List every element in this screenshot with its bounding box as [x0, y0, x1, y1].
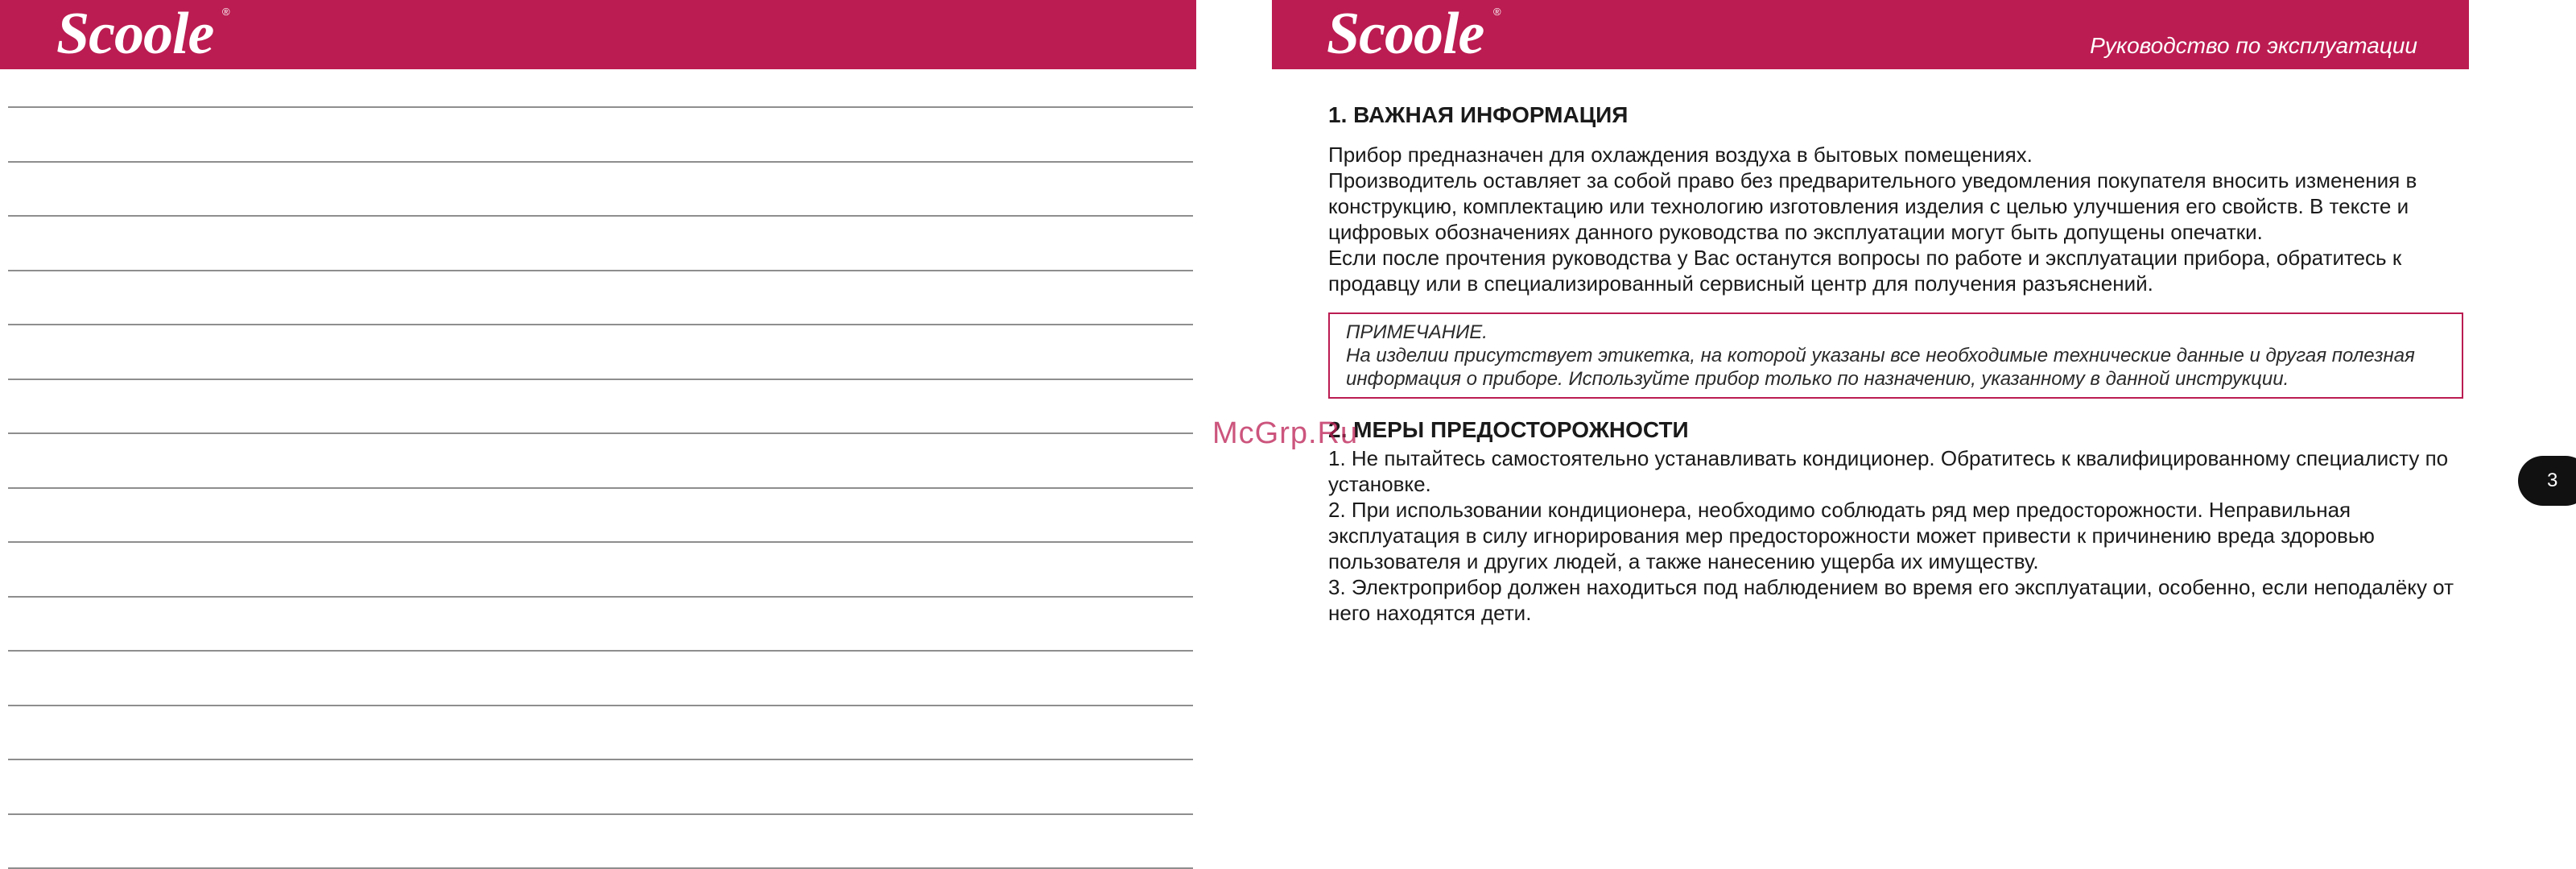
header-bar-right: [1272, 0, 2469, 69]
note-box: [1328, 312, 2463, 399]
watermark: McGrp.Ru: [1212, 416, 1359, 450]
paragraph: Прибор предназначен для охлаждения воздуха в бытовых помещениях.: [1328, 143, 2033, 167]
right-page: [1272, 0, 2576, 866]
left-page: [0, 0, 1199, 866]
note-line: [8, 759, 1193, 760]
list-item: 1. Не пытайтесь самостоятельно устанавливать кондиционер. Обратитесь к квалифицированному специалисту по установке.: [1328, 446, 2449, 496]
note-line: [8, 541, 1193, 543]
note-line: [8, 215, 1193, 217]
list-item: 3. Электроприбор должен находиться под наблюдением во время его эксплуатации, особенно, если неподалёку от него находятся дети.: [1328, 575, 2454, 625]
registered-mark: ®: [222, 6, 230, 18]
registered-mark: ®: [1493, 6, 1501, 18]
note-title: ПРИМЕЧАНИЕ.: [1346, 321, 1488, 343]
note-line: [8, 161, 1193, 163]
section-title-important-info: 1. ВАЖНАЯ ИНФОРМАЦИЯ: [1328, 102, 1629, 127]
note-line: [8, 106, 1193, 108]
page-content: [1328, 101, 2463, 626]
note-text: На изделии присутствует этикетка, на которой указаны все необходимые технические данные и другая полезная информация о приборе. Используйте прибор только по назначению, указанному в данной инструкции.: [1346, 345, 2415, 390]
note-line: [8, 379, 1193, 380]
note-line: [8, 432, 1193, 434]
note-line: [8, 596, 1193, 598]
paragraph: Если после прочтения руководства у Вас останутся вопросы по работе и эксплуатации прибора, обратитесь к продавцу или в специализированный сервисный центр для получения разъяснений.: [1328, 246, 2402, 296]
note-line: [8, 705, 1193, 706]
note-line: [8, 813, 1193, 815]
paragraph: Производитель оставляет за собой право без предварительного уведомления покупателя вносить изменения в конструкцию, комплектацию или технологию изготовления изделия с целью улучшения его свойств. В тексте и цифровых обозначениях данного руководства по эксплуатации могут быть допущены опечатки.: [1328, 168, 2417, 244]
note-line: [8, 487, 1193, 489]
header-bar-left: [0, 0, 1196, 69]
note-line: [8, 270, 1193, 271]
page-number-badge: 3: [2518, 456, 2576, 506]
note-line: [8, 650, 1193, 652]
brand-logo: Scoole: [1327, 1, 1484, 67]
list-item: 2. При использовании кондиционера, необходимо соблюдать ряд мер предосторожности. Неправильная эксплуатация в силу игнорирования мер предосторожности может привести к причинению вреда здоровью пользователя и других людей, а также нанесению ущерба их имуществу.: [1328, 498, 2375, 573]
brand-logo: Scoole: [56, 1, 214, 67]
section-title-precautions: 2. МЕРЫ ПРЕДОСТОРОЖНОСТИ: [1328, 417, 1689, 442]
note-line: [8, 324, 1193, 325]
manual-subtitle: Руководство по эксплуатации: [2090, 33, 2417, 58]
